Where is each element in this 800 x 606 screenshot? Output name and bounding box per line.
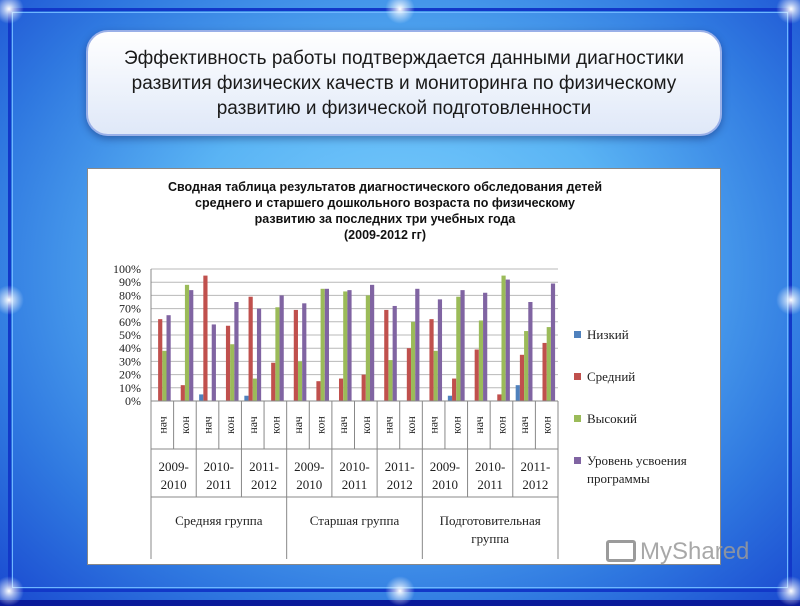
bar bbox=[393, 306, 397, 401]
bar bbox=[294, 310, 298, 401]
bar bbox=[271, 363, 275, 401]
x-tick-label: нач bbox=[290, 416, 305, 434]
bar bbox=[199, 394, 203, 401]
bar bbox=[460, 290, 464, 401]
bar bbox=[181, 385, 185, 401]
x-tick-label: нач bbox=[517, 416, 532, 434]
legend-swatch bbox=[574, 457, 581, 464]
x-tick-label: кон bbox=[404, 416, 419, 434]
bar bbox=[524, 331, 528, 401]
year-label: 2009- bbox=[429, 459, 461, 474]
bar bbox=[483, 293, 487, 401]
bar bbox=[249, 297, 253, 401]
group-label: Средняя группа bbox=[175, 513, 263, 528]
bar bbox=[316, 381, 320, 401]
bar bbox=[189, 290, 193, 401]
bar bbox=[516, 385, 520, 401]
year-label: 2009- bbox=[158, 459, 189, 474]
year-label: 2009- bbox=[294, 459, 325, 474]
bar bbox=[366, 295, 370, 401]
bar bbox=[298, 361, 302, 401]
year-label: 2010 bbox=[160, 477, 187, 492]
y-tick-label: 30% bbox=[119, 354, 141, 369]
y-tick-label: 100% bbox=[113, 262, 141, 276]
bar bbox=[551, 284, 555, 401]
bar bbox=[257, 309, 261, 401]
bar bbox=[230, 344, 234, 401]
year-label: 2010- bbox=[474, 459, 506, 474]
bar bbox=[339, 379, 343, 401]
bar bbox=[547, 327, 551, 401]
bar bbox=[448, 396, 452, 401]
bar bbox=[452, 379, 456, 401]
chart-title-line: Сводная таблица результатов диагностического обследования детей bbox=[167, 180, 603, 194]
bar bbox=[415, 289, 419, 401]
x-tick-label: нач bbox=[381, 416, 396, 434]
y-tick-label: 70% bbox=[119, 301, 141, 316]
year-label: 2011 bbox=[477, 477, 503, 492]
presentation-icon bbox=[606, 540, 636, 562]
bar bbox=[388, 360, 392, 401]
chart-title-line: среднего и старшего дошкольного возраста по физическому bbox=[195, 196, 575, 210]
edge-glow bbox=[776, 285, 800, 315]
y-tick-label: 90% bbox=[119, 275, 141, 290]
bar bbox=[475, 350, 479, 401]
legend-swatch bbox=[574, 331, 581, 338]
edge-glow bbox=[385, 576, 415, 606]
year-label: 2010- bbox=[203, 459, 235, 474]
bar bbox=[185, 285, 189, 401]
bar bbox=[321, 289, 325, 401]
legend-label: Уровень усвоения bbox=[587, 453, 687, 468]
year-label: 2012 bbox=[386, 477, 413, 492]
bar bbox=[506, 280, 510, 401]
bar bbox=[226, 326, 230, 401]
bar bbox=[212, 324, 216, 401]
bar bbox=[501, 276, 505, 401]
year-label: 2011 bbox=[206, 477, 232, 492]
x-tick-label: кон bbox=[268, 416, 283, 434]
x-tick-label: кон bbox=[313, 416, 328, 434]
bar bbox=[520, 355, 524, 401]
year-label: 2011- bbox=[520, 459, 551, 474]
bar bbox=[429, 319, 433, 401]
bar bbox=[362, 375, 366, 401]
legend-label: Высокий bbox=[587, 411, 637, 426]
bar bbox=[302, 303, 306, 401]
x-tick-label: кон bbox=[494, 416, 509, 434]
bar bbox=[234, 302, 238, 401]
x-tick-label: нач bbox=[336, 416, 351, 434]
watermark bbox=[606, 538, 749, 566]
year-label: 2011 bbox=[341, 477, 368, 492]
group-label: Старшая группа bbox=[309, 513, 400, 528]
bar bbox=[479, 320, 483, 401]
y-tick-label: 60% bbox=[119, 314, 141, 329]
x-tick-label: нач bbox=[426, 416, 441, 434]
legend-label: программы bbox=[587, 471, 650, 486]
chart-panel bbox=[87, 168, 721, 565]
bar bbox=[434, 351, 438, 401]
x-tick-label: кон bbox=[449, 416, 464, 434]
bar bbox=[456, 297, 460, 401]
watermark-text: MyShared bbox=[640, 538, 750, 565]
corner-glow bbox=[776, 576, 800, 606]
legend-label: Средний bbox=[587, 369, 636, 384]
bar-chart bbox=[88, 169, 720, 564]
y-tick-label: 40% bbox=[119, 341, 141, 356]
bar bbox=[384, 310, 388, 401]
x-tick-label: нач bbox=[155, 416, 170, 434]
bar bbox=[411, 322, 415, 401]
bar bbox=[167, 315, 171, 401]
year-label: 2010 bbox=[431, 477, 458, 492]
x-tick-label: нач bbox=[245, 416, 260, 434]
group-label: Подготовительная bbox=[439, 513, 541, 528]
corner-glow bbox=[0, 576, 24, 606]
legend-label: Низкий bbox=[587, 327, 629, 342]
bar bbox=[162, 351, 166, 401]
year-label: 2012 bbox=[251, 477, 278, 492]
legend-swatch bbox=[574, 373, 581, 380]
bar bbox=[438, 299, 442, 401]
bar bbox=[203, 276, 207, 401]
x-tick-label: кон bbox=[223, 416, 238, 434]
bar bbox=[343, 291, 347, 401]
bar bbox=[325, 289, 329, 401]
y-tick-label: 0% bbox=[125, 394, 141, 408]
year-label: 2010 bbox=[296, 477, 323, 492]
bar bbox=[275, 307, 279, 401]
year-label: 2010- bbox=[339, 459, 370, 474]
x-tick-label: кон bbox=[177, 416, 192, 434]
y-tick-label: 10% bbox=[119, 380, 141, 395]
bar bbox=[370, 285, 374, 401]
legend-swatch bbox=[574, 415, 581, 422]
bar bbox=[347, 290, 351, 401]
year-label: 2011- bbox=[384, 459, 415, 474]
y-tick-label: 20% bbox=[119, 367, 141, 382]
x-tick-label: нач bbox=[471, 416, 486, 434]
bar bbox=[244, 396, 248, 401]
x-tick-label: нач bbox=[200, 416, 215, 434]
bar bbox=[407, 348, 411, 401]
bar bbox=[253, 379, 257, 401]
x-tick-label: кон bbox=[358, 416, 373, 434]
bar bbox=[158, 319, 162, 401]
bar bbox=[542, 343, 546, 401]
y-tick-label: 80% bbox=[119, 288, 141, 303]
year-label: 2012 bbox=[522, 477, 549, 492]
y-tick-label: 50% bbox=[119, 328, 141, 342]
x-tick-label: кон bbox=[539, 416, 554, 434]
bar bbox=[528, 302, 532, 401]
statement-callout: Эффективность работы подтверждается данными диагностики развития физических качеств и мониторинга по физическому развитию и физической подготовленности bbox=[86, 30, 722, 136]
year-label: 2011- bbox=[249, 459, 279, 474]
chart-title-line: развитию за последних три учебных года bbox=[254, 212, 516, 226]
bar bbox=[497, 394, 501, 401]
bar bbox=[280, 295, 284, 401]
chart-title-line: (2009-2012 гг) bbox=[344, 228, 426, 242]
group-label: группа bbox=[471, 531, 510, 546]
